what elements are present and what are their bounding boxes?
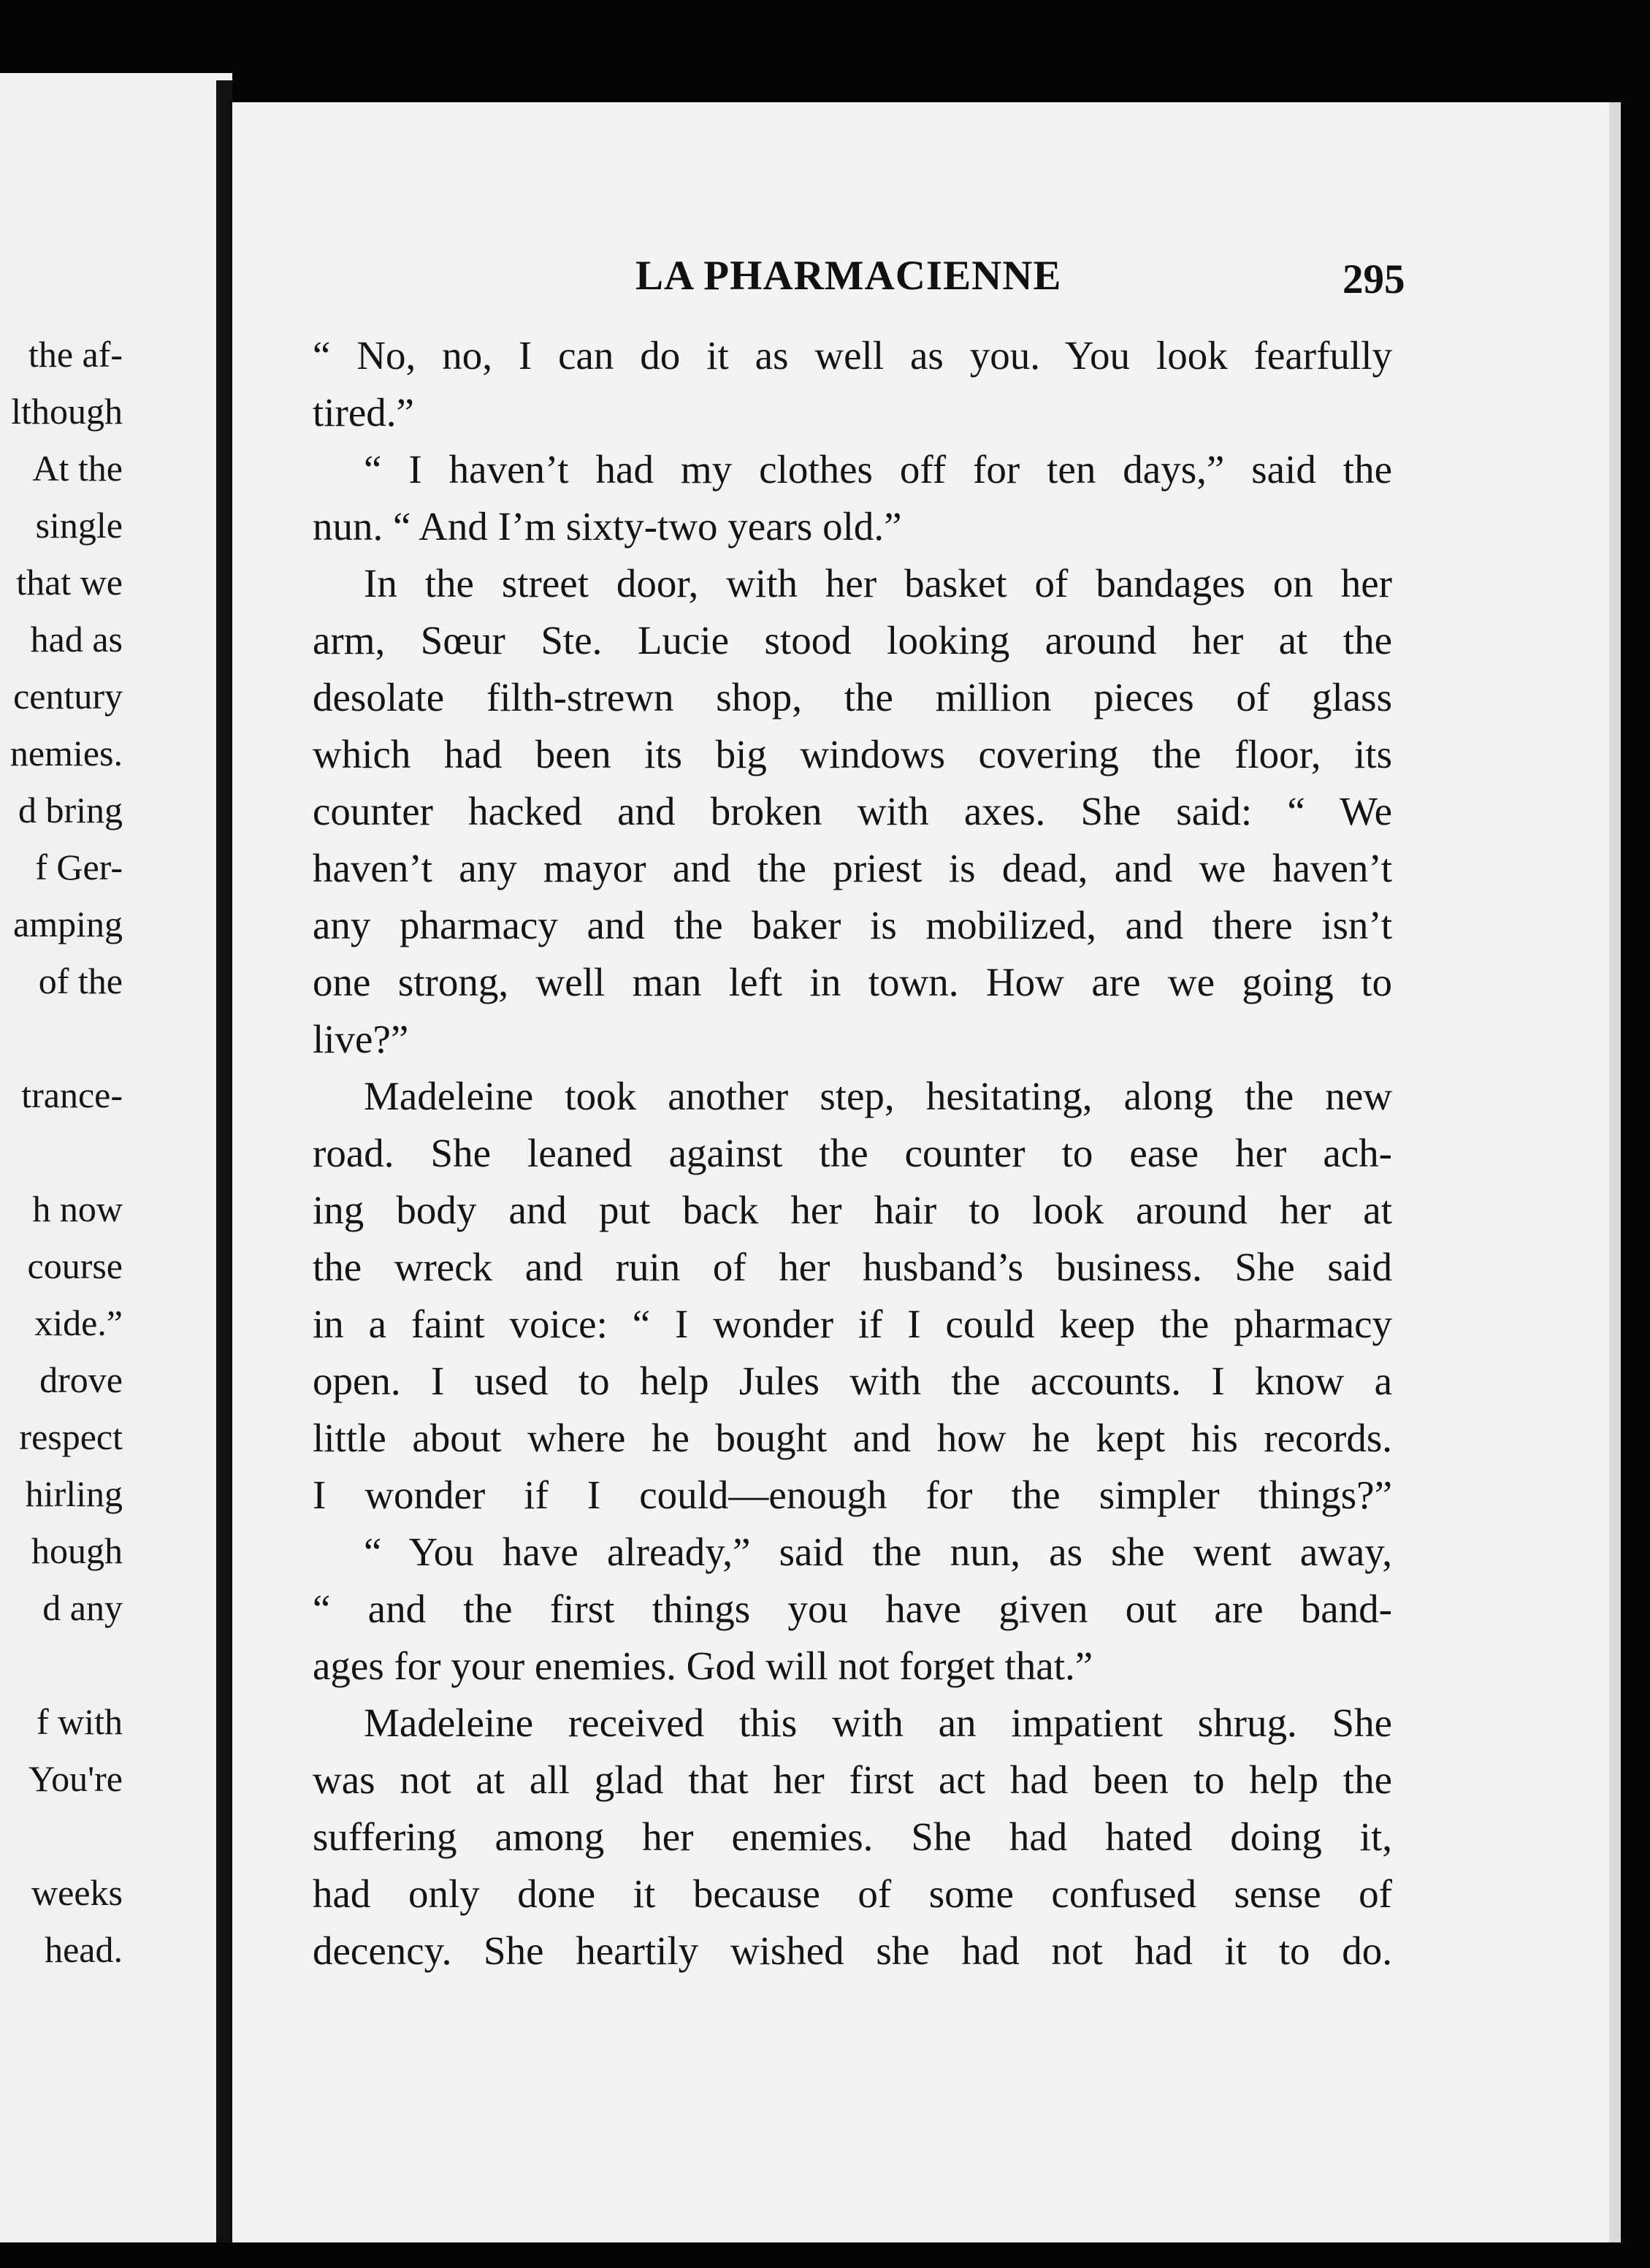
left-page-line: trance- bbox=[21, 1074, 123, 1115]
left-page-line: nemies. bbox=[9, 733, 123, 774]
left-page-line: f Ger- bbox=[35, 847, 123, 887]
left-page-line: single bbox=[35, 505, 123, 546]
left-page-line: amping bbox=[13, 904, 123, 944]
text-line: arm, Sœur Ste. Lucie stood looking around her at the bbox=[313, 618, 1392, 663]
left-page-line: You're bbox=[28, 1758, 123, 1799]
text-line: Madeleine took another step, hesitating, along the new bbox=[364, 1074, 1392, 1118]
text-line: “ You have already,” said the nun, as she went away, bbox=[364, 1530, 1392, 1574]
text-line: was not at all glad that her first act had been to help the bbox=[313, 1757, 1392, 1802]
text-line: ages for your enemies. God will not forget that.” bbox=[313, 1643, 1093, 1688]
text-line: open. I used to help Jules with the accounts. I know a bbox=[313, 1359, 1392, 1403]
text-line: the wreck and ruin of her husband’s business. She said bbox=[313, 1245, 1392, 1289]
left-page-line: course bbox=[27, 1245, 123, 1286]
left-page-line: hough bbox=[31, 1530, 123, 1571]
text-line: “ and the first things you have given out are band- bbox=[313, 1587, 1392, 1631]
text-line: counter hacked and broken with axes. She said: “ We bbox=[313, 789, 1392, 833]
text-line: little about where he bought and how he kept his records. bbox=[313, 1416, 1392, 1460]
text-line: ing body and put back her hair to look around her at bbox=[313, 1188, 1392, 1232]
text-line: had only done it because of some confused sense of bbox=[313, 1871, 1392, 1916]
text-line: I wonder if I could—enough for the simpler things?” bbox=[313, 1473, 1392, 1517]
text-line: road. She leaned against the counter to ease her ach- bbox=[313, 1131, 1392, 1175]
left-page-line: respect bbox=[19, 1416, 123, 1457]
text-line: suffering among her enemies. She had hated doing it, bbox=[313, 1814, 1392, 1859]
text-line: haven’t any mayor and the priest is dead, and we haven’t bbox=[313, 846, 1392, 890]
text-line: any pharmacy and the baker is mobilized, and there isn’t bbox=[313, 903, 1392, 947]
book-gutter bbox=[216, 80, 232, 2242]
left-page-line: h now bbox=[32, 1188, 123, 1229]
text-line: tired.” bbox=[313, 390, 414, 435]
text-line: one strong, well man left in town. How are we going to bbox=[313, 960, 1392, 1004]
text-line: decency. She heartily wished she had not had it to do. bbox=[313, 1928, 1392, 1973]
text-line: Madeleine received this with an impatient shrug. She bbox=[364, 1700, 1392, 1745]
text-line: which had been its big windows covering the floor, its bbox=[313, 732, 1392, 776]
left-page-line: xide.” bbox=[34, 1302, 123, 1343]
left-page-line: had as bbox=[30, 619, 123, 660]
running-head: LA PHARMACIENNE bbox=[635, 253, 1062, 299]
page-edge bbox=[1609, 102, 1621, 2242]
left-page-line: d any bbox=[42, 1587, 123, 1628]
text-line: In the street door, with her basket of bandages on her bbox=[364, 561, 1392, 606]
left-page-line: weeks bbox=[31, 1872, 123, 1913]
body-text bbox=[313, 327, 1392, 1979]
text-line: “ I haven’t had my clothes off for ten days,” said the bbox=[364, 447, 1392, 492]
left-page-line: f with bbox=[36, 1701, 123, 1742]
text-line: “ No, no, I can do it as well as you. You look fearfully bbox=[313, 333, 1392, 378]
left-page-line: hirling bbox=[25, 1473, 123, 1514]
left-page-line: head. bbox=[45, 1929, 123, 1970]
page-number: 295 bbox=[1342, 256, 1405, 302]
left-page-line: that we bbox=[16, 562, 123, 603]
left-page-line: century bbox=[13, 676, 123, 717]
left-page-line: lthough bbox=[11, 391, 123, 432]
left-page-line: At the bbox=[32, 448, 123, 489]
left-page-line: of the bbox=[38, 961, 123, 1001]
left-page-line: d bring bbox=[18, 790, 123, 831]
text-line: live?” bbox=[313, 1017, 409, 1061]
left-page bbox=[0, 73, 232, 2242]
text-line: nun. “ And I’m sixty-two years old.” bbox=[313, 504, 902, 549]
left-page-line: the af- bbox=[28, 334, 123, 375]
text-line: in a faint voice: “ I wonder if I could keep the pharmacy bbox=[313, 1302, 1392, 1346]
left-page-line: drove bbox=[39, 1359, 123, 1400]
text-line: desolate filth-strewn shop, the million pieces of glass bbox=[313, 675, 1392, 719]
